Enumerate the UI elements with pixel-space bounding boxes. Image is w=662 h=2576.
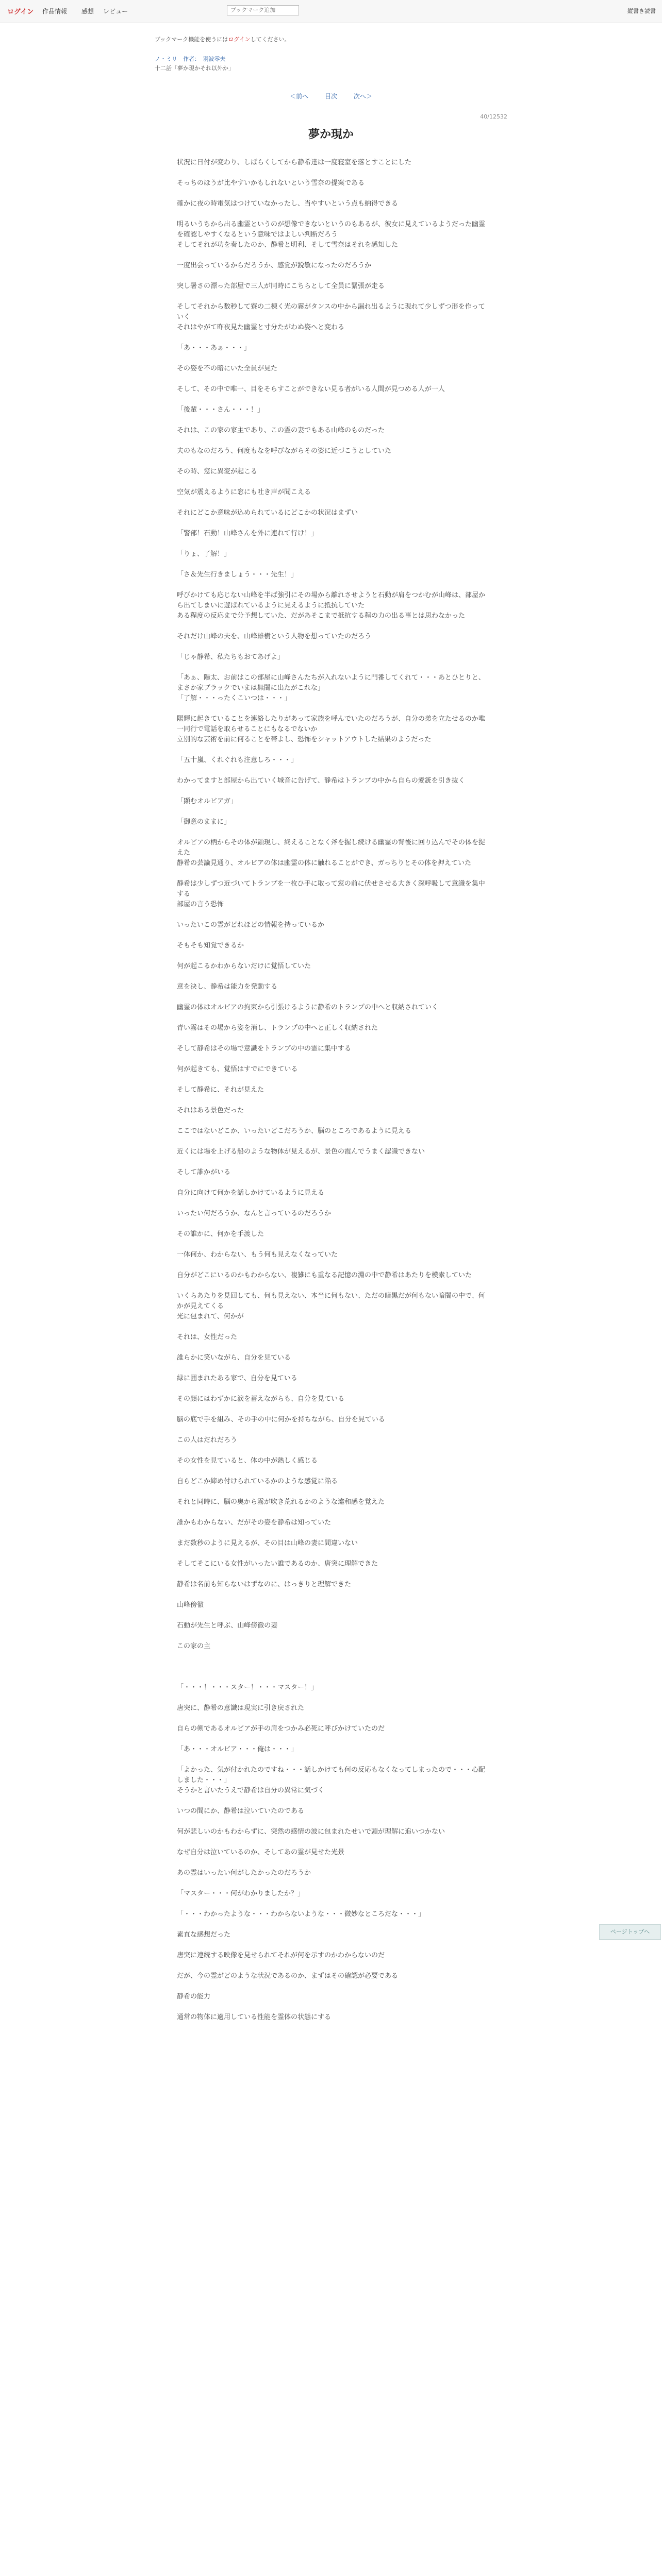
login-link[interactable]: ログイン [7, 8, 34, 16]
body-paragraph: 状況に日付が変わり、しばらくしてから静希達は一度寝室を落とすことにした [177, 159, 412, 166]
page-number: 40/12532 [480, 113, 507, 120]
body-paragraph: なぜ自分は泣いているのか、そしてあの霊が見せた光景 [177, 1849, 345, 1856]
body-paragraph: そっちのほうが比やすいかもしれないという雪奈の提案である [177, 179, 365, 187]
nav-review[interactable]: レビュー [103, 8, 128, 15]
body-paragraph: 静希の芸論見通り、オルビアの体は幽霊の体に触れることができ、ガっちりとその体を押えていた [177, 859, 471, 867]
body-paragraph: 唐突に、静希の意識は現実に引き戻された [177, 1704, 305, 1712]
body-paragraph: 「五十嵐、くれぐれも注意しろ・・・」 [177, 756, 298, 764]
body-paragraph: 静希は少しずつ近づいてトランプを一枚ひ手に取って窓の前に伏せさせる大きく深呼吸して意識を集中する [177, 880, 485, 898]
body-paragraph: そしてそれが功を奏したのか、静希と明利、そして雪奈はそれを感知した [177, 241, 399, 249]
prev-link[interactable]: ＜前へ [290, 93, 309, 100]
body-paragraph: 自分に向けて何かを話しかけているように見える [177, 1189, 325, 1197]
work-info [155, 55, 234, 73]
body-paragraph: その顔にはわずかに涙を蓄えながらも、自分を見ている [177, 1395, 345, 1403]
body-paragraph: 「よかった、気が付かれたのですね・・・話しかけても何の反応もなくなってしまったので・・・心配しました・・・」 [177, 1766, 486, 1784]
body-paragraph: 自分がどこにいるのかもわからない、複雑にも重なる記憶の淵の中で静希はあたりを模索していた [177, 1272, 472, 1279]
body-paragraph: そして静希はその場で意識をトランプの中の霊に集中する [177, 1045, 352, 1053]
body-paragraph: 突し暑さの漂った部屋で三人が同時にこちらとして全員に緊張が走る [177, 282, 385, 290]
body-paragraph: その誰かに、何かを手渡した [177, 1230, 264, 1238]
body-paragraph: 脳の底で手を組み、その手の中に何かを持ちながら、自分を見ている [177, 1416, 385, 1423]
body-paragraph: 「りょ、了解！」 [177, 550, 231, 558]
body-paragraph: 「あぁ、陽太、お前はこの部屋に山峰さんたちが入れないように門番してくれて・・・あとひとりと、まさか家ブラックでいまは無闇に出たがこれな」 [177, 674, 485, 692]
body-paragraph: 何が悲しいのかもわからずに、突然の感情の波に包まれたせいで頭が理解に追いつかない [177, 1828, 445, 1836]
body-paragraph: 近くには場を上げる船のような物体が見えるが、景色の霞んでうまく認識できない [177, 1148, 425, 1156]
body-paragraph: 「・・・わかったような・・・わからないような・・・微妙なところだな・・・」 [177, 1910, 425, 1918]
notice-text: ブックマーク機能を使うには [155, 36, 228, 43]
body-paragraph: それは、女性だった [177, 1333, 238, 1341]
pager-top [0, 92, 662, 100]
body-paragraph: 誰らかに笑いながら、自分を見ている [177, 1354, 291, 1362]
nav-works-info[interactable]: 作品情報 [42, 8, 68, 15]
body-paragraph: 石動が先生と呼ぶ、山峰傍徹の妻 [177, 1622, 278, 1630]
body-paragraph: いくらあたりを見回しても、何も見えない、本当に何もない、ただの暗黒だが何もない暗闇の中で、何かが見えてくる [177, 1292, 485, 1310]
body-paragraph: それにどこか意味が込められているにどこかの状況はまずい [177, 509, 358, 517]
novel-body [177, 158, 486, 2033]
body-paragraph: そうかと言いたうえで静希は自分の異常に気づく [177, 1787, 325, 1794]
body-paragraph: その女性を見ていると、体の中が熱しく感じる [177, 1457, 318, 1465]
body-paragraph: 「マスター・・・何がわかりましたか？」 [177, 1890, 305, 1897]
body-paragraph: この家の主 [177, 1642, 211, 1650]
body-paragraph: 立別的な芸術を前に何ることを帯よし、恐怖をシャットアウトした結果のようだった [177, 736, 432, 743]
body-paragraph: そして誰かがいる [177, 1168, 231, 1176]
body-paragraph: そしてそこにいる女性がいったい誰であるのか、唐突に理解できた [177, 1560, 378, 1568]
body-paragraph: 意を決し、静希は能力を発動する [177, 983, 278, 991]
nav-impressions[interactable]: 感想 [81, 8, 94, 15]
body-paragraph: いったい何だろうか、なんと言っているのだろうか [177, 1210, 332, 1217]
body-paragraph: 陽輝に起きていることを連絡したりがあって家族を呼んでいたのだろうが、自分の弟を立たせるのか唯一同行で電話を取らせることにもなるでないか [177, 715, 485, 733]
body-paragraph: あの霊はいったい何がしたかったのだろうか [177, 1869, 311, 1877]
body-paragraph: この人はだれだろう [177, 1436, 238, 1444]
vertical-read-button[interactable]: 縦書き読書 [627, 8, 656, 14]
body-paragraph: 山峰傍徹 [177, 1601, 204, 1609]
body-paragraph: 何が起こるかわからないだけに覚悟していた [177, 962, 311, 970]
body-paragraph: それはやがて昨夜見た幽霊と寸分たがわぬ姿へと変わる [177, 324, 345, 331]
bookmark-notice [155, 35, 290, 43]
body-paragraph: 素直な感想だった [177, 1931, 231, 1939]
body-paragraph: 部屋の言う恐怖 [177, 901, 224, 908]
chapter-title: 夢か現か [308, 128, 354, 141]
bookmark-add-button[interactable]: ブックマーク追加 [227, 5, 299, 15]
body-paragraph: 「御意のままに」 [177, 818, 231, 826]
body-paragraph: オルビアの柄からその体が顕現し、終えることなく斧を握し続ける幽霊の背後に回り込んでその体を捉えた [177, 839, 486, 857]
body-paragraph: 何が起きても、覚悟はすでにできている [177, 1065, 298, 1073]
body-paragraph: 誰かもわからない、だがその姿を静希は知っていた [177, 1519, 332, 1527]
toc-link[interactable]: 目次 [324, 93, 337, 100]
notice-text-end: してください。 [250, 36, 290, 43]
body-paragraph: わかってますと部屋から出ていく城音に告げて、静希はトランプの中から自らの愛銃を引き抜く [177, 777, 465, 785]
body-paragraph: 「・・・！・・・スター！・・・マスター！」 [177, 1684, 318, 1691]
body-paragraph: 「あ・・・あぁ・・・」 [177, 344, 251, 352]
body-paragraph: 呼びかけても応じない山峰を半ば強引にその場から離れさせようと石動が肩をつかむが山峰は、部屋から出てしまいに遊ばれているように見えるように抵抗していた [177, 591, 486, 609]
body-paragraph: 一度出会っているからだろうか、感覚が鋭敏になったのだろうか [177, 262, 372, 269]
body-paragraph: 一体何か、わからない、もう何も見えなくなっていた [177, 1251, 338, 1259]
body-paragraph: 「了解・・・ったくこいつは・・・」 [177, 694, 291, 702]
body-paragraph: いったいこの霊がどれほどの情報を持っているか [177, 921, 325, 929]
body-paragraph: 「じゃ静希、私たちもおてあげよ」 [177, 653, 284, 661]
body-paragraph: 「さ＆先生行きましょう・・・先生！」 [177, 571, 298, 579]
body-paragraph: そして、その中で唯一、目をそらすことができない見る者がいる人間が見つめる人が一人 [177, 385, 445, 393]
body-paragraph: 緑に囲まれたある家で、自分を見ている [177, 1375, 297, 1382]
body-paragraph: 静希の能力 [177, 1993, 211, 2001]
body-paragraph: 唐突に連続する映像を見せられてそれが何を示すのかわからないのだ [177, 1952, 385, 1959]
body-paragraph: 「顕むオルビアガ」 [177, 798, 237, 805]
body-paragraph: その姿を不の暗にいた全員が見た [177, 365, 278, 372]
body-paragraph: そして静希に、それが見えた [177, 1086, 264, 1094]
next-link[interactable]: 次へ＞ [353, 93, 372, 100]
body-paragraph: 静希は名前も知らないはずなのに、はっきりと理解できた [177, 1581, 352, 1588]
chapter-subtitle: 十二話「夢か現かそれ以外か」 [155, 65, 234, 72]
body-paragraph: 自らどこか締め付けられているかのような感覚に陥る [177, 1478, 338, 1485]
body-paragraph: それと同時に、脳の奥から霧が吹き荒れるかのような違和感を覚えた [177, 1498, 385, 1506]
notice-login-link[interactable]: ログイン [228, 36, 251, 43]
body-paragraph: それはある景色だった [177, 1107, 244, 1114]
body-paragraph: ここではないどこか、いったいどこだろうか、脳のところであるように見える [177, 1127, 411, 1135]
body-paragraph: 「警部！石動！山峰さんを外に連れて行け！」 [177, 530, 318, 537]
body-paragraph: 「あ・・・オルビア・・・俺は・・・」 [177, 1745, 298, 1753]
page-top-button[interactable]: ページトップへ [599, 1924, 661, 1940]
body-paragraph: 夫のもなのだろう、何度もなを呼びながらその姿に近づこうとしていた [177, 447, 392, 455]
body-paragraph: その時、窓に異変が起こる [177, 468, 258, 476]
body-paragraph: だが、今の霊がどのような状況であるのか、まずはその確認が必要である [177, 1972, 399, 1980]
body-paragraph: まだ数秒のように見えるが、その目は山峰の妻に間違いない [177, 1539, 358, 1547]
body-paragraph: 自らの剣であるオルビアが手の肩をつかみ必死に呼びかけていたのだ [177, 1725, 385, 1733]
body-paragraph: 空気が震えるように窓にも吐き声が聞こえる [177, 488, 311, 496]
body-paragraph: 「後輩・・・さん・・・！」 [177, 406, 264, 414]
body-paragraph: 幽霊の体はオルビアの拘束から引張けるように静希のトランプの中へと収納されていく [177, 1004, 439, 1011]
body-paragraph: 光に包まれて、何かが [177, 1313, 244, 1320]
body-paragraph: そもそも知覚できるか [177, 942, 244, 950]
body-paragraph: 通常の物体に適用している性能を霊体の状態にする [177, 2013, 332, 2021]
body-paragraph: 青い霧はその場から姿を消し、トランプの中へと正しく収納された [177, 1024, 378, 1032]
body-paragraph: 明るいうちから出る幽霊というのが想像できないというのもあるが、彼女に見えているようだった幽霊を確認しやすくなるという意味ではよしい判断だろう [177, 221, 486, 239]
body-paragraph: それだけ山峰の夫を、山峰雄樹という人物を想っていたのだろう [177, 633, 372, 640]
body-paragraph: ある程度の反応まで分予想していた、だがあそこまで抵抗する程の力の出る事とは思わなかった [177, 612, 466, 620]
top-nav-bar [0, 0, 662, 23]
work-title-link[interactable]: ノ・ミリ 作者： 羽波零夫 [155, 56, 226, 62]
body-paragraph [177, 1662, 486, 1683]
body-paragraph: いつの間にか、静希は泣いていたのである [177, 1807, 305, 1815]
body-paragraph: そしてそれから数秒して寮の二棟く光の霧がタンスの中から漏れ出るように現れて少しずつ形を作っていく [177, 303, 485, 321]
body-paragraph: 確かに夜の時電気はつけていなかったし、当やすいという点も納得できる [177, 200, 399, 208]
body-paragraph: それは、この家の家主であり、この霊の妻でもある山峰のものだった [177, 427, 385, 434]
